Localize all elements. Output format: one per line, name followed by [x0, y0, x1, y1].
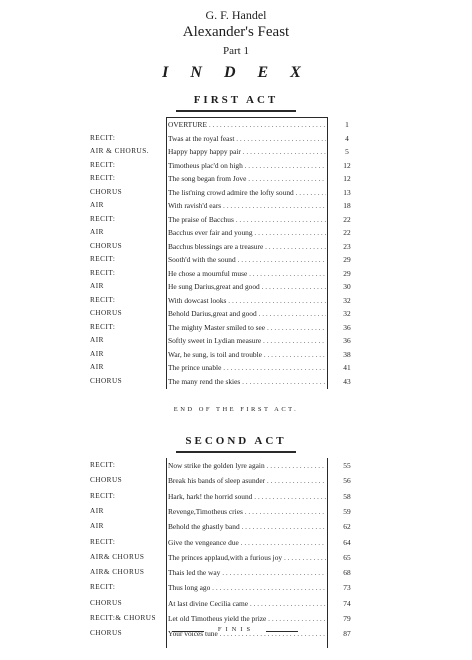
- index-entry: [0, 363, 472, 377]
- entry-title: He sung Darius,great and good . . .: [168, 282, 326, 291]
- index-entry: [0, 538, 472, 552]
- second-act-title: SECOND ACT: [185, 435, 287, 447]
- entry-title: With dowcast looks . . .: [168, 296, 326, 305]
- first-act-top-rule: [167, 117, 327, 118]
- entry-page: 22: [343, 228, 351, 237]
- entry-title: Timotheus plac'd on high . . .: [168, 161, 326, 170]
- entry-page: 74: [343, 598, 351, 608]
- entry-title: Let old Timotheus yield the prize . . .: [168, 614, 326, 623]
- index-entry: [0, 323, 472, 337]
- entry-title: At last divine Cecilia came . . .: [168, 599, 326, 608]
- entry-page: 22: [343, 214, 351, 224]
- entry-type: RECIT:: [90, 174, 116, 182]
- entry-title: Sooth'd with the sound . . .: [168, 255, 326, 264]
- entry-page: 62: [343, 522, 351, 532]
- entry-title: War, he sung, is toil and trouble . . .: [168, 350, 326, 359]
- entry-page: 4: [345, 133, 349, 143]
- entry-title: Happy happy happy pair . . .: [168, 147, 326, 156]
- entry-title: The praise of Bacchus . . .: [168, 215, 326, 224]
- index-entry: [0, 215, 472, 229]
- entry-page: 73: [343, 583, 351, 593]
- index-entry: [0, 507, 472, 521]
- entry-type: CHORUS: [90, 187, 123, 196]
- entry-title: Thus long ago . . .: [168, 583, 326, 592]
- entry-type: RECIT:: [90, 491, 116, 500]
- index-entry: [0, 161, 472, 175]
- entry-type: RECIT:: [90, 537, 116, 546]
- entry-type: RECIT:: [90, 133, 116, 142]
- entry-type: RECIT:: [90, 583, 116, 592]
- entry-page: 1: [345, 120, 349, 129]
- entry-type: RECIT:: [90, 214, 116, 223]
- index-entry: [0, 134, 472, 148]
- entry-title: The prince unable . . .: [168, 363, 326, 372]
- index-entry: [0, 296, 472, 310]
- entry-title: Break his bands of sleep asunder . . .: [168, 476, 326, 485]
- entry-page: 64: [343, 537, 351, 547]
- entry-page: 79: [343, 614, 351, 623]
- part-label: Part 1: [223, 45, 249, 57]
- entry-type: RECIT:: [90, 322, 116, 331]
- entry-page: 58: [343, 491, 351, 501]
- entry-page: 55: [343, 461, 351, 470]
- index-entry: [0, 282, 472, 296]
- entry-title: Thais led the way . . .: [168, 568, 326, 577]
- entry-title: Bacchus blessings are a treasure . . .: [168, 242, 326, 251]
- entry-title: Your voices tune . . .: [168, 629, 326, 638]
- index-entry: [0, 553, 472, 567]
- entry-page: 36: [343, 336, 351, 345]
- entry-title: The song began from Jove . . .: [168, 174, 326, 183]
- index-entry: [0, 522, 472, 536]
- entry-type: RECIT:: [90, 461, 116, 469]
- entry-page: 12: [343, 160, 351, 170]
- entry-type: RECIT:: [90, 255, 116, 263]
- entry-page: 36: [343, 322, 351, 332]
- entry-page: 43: [343, 376, 351, 386]
- entry-page: 65: [343, 552, 351, 562]
- index-entry: [0, 377, 472, 391]
- entry-type: AIR: [90, 522, 104, 531]
- entry-page: 13: [343, 187, 351, 197]
- index-title: I N D E X: [162, 64, 310, 81]
- entry-title: Bacchus ever fair and young . . .: [168, 228, 326, 237]
- first-act-end-text: END OF THE FIRST ACT.: [173, 406, 299, 413]
- index-entry: [0, 350, 472, 364]
- entry-type: AIR& CHORUS: [90, 568, 145, 577]
- index-entry: [0, 309, 472, 323]
- index-entry: [0, 188, 472, 202]
- entry-type: AIR: [90, 336, 104, 344]
- entry-title: The list'ning crowd admire the lofty sound . . .: [168, 188, 326, 197]
- index-entry: [0, 147, 472, 161]
- entry-type: AIR: [90, 349, 104, 358]
- entry-type: AIR: [90, 228, 104, 236]
- index-entry: [0, 476, 472, 490]
- entry-page: 41: [343, 363, 351, 372]
- entry-type: AIR: [90, 506, 104, 515]
- entry-type: AIR & CHORUS.: [90, 147, 150, 155]
- entry-type: RECIT:: [90, 268, 116, 277]
- entry-page: 87: [343, 629, 351, 639]
- index-entry: [0, 242, 472, 256]
- entry-page: 30: [343, 282, 351, 291]
- index-entry: [0, 583, 472, 597]
- entry-type: CHORUS: [90, 476, 123, 485]
- entry-type: RECIT:: [90, 295, 116, 304]
- index-entry: [0, 461, 472, 475]
- finis-left-rule: [172, 631, 204, 632]
- entry-page: 5: [345, 147, 349, 156]
- entry-type: RECIT:& CHORUS: [90, 614, 156, 622]
- entry-title: OVERTURE . . .: [168, 120, 326, 129]
- entry-page: 29: [343, 268, 351, 278]
- entry-page: 68: [343, 568, 351, 578]
- entry-title: The many rend the skies . . .: [168, 377, 326, 386]
- entry-page: 29: [343, 255, 351, 264]
- entry-title: Twas at the royal feast . . .: [168, 134, 326, 143]
- entry-page: 12: [343, 174, 351, 183]
- composer-name: G. F. Handel: [205, 8, 267, 22]
- entry-type: AIR: [90, 282, 104, 290]
- entry-title: Now strike the golden lyre again . . .: [168, 461, 326, 470]
- entry-page: 18: [343, 201, 351, 210]
- entry-title: He chose a mournful muse . . .: [168, 269, 326, 278]
- index-entry: [0, 336, 472, 350]
- entry-type: RECIT:: [90, 160, 116, 169]
- index-entry: [0, 568, 472, 582]
- entry-page: 32: [343, 295, 351, 305]
- entry-type: CHORUS: [90, 241, 123, 250]
- entry-page: 32: [343, 309, 351, 318]
- index-entry: [0, 255, 472, 269]
- entry-title: The princes applaud,with a furious joy . . .: [168, 553, 326, 562]
- entry-title: With ravish'd ears . . .: [168, 201, 326, 210]
- entry-page: 23: [343, 241, 351, 251]
- entry-title: Behold the ghastly band . . .: [168, 522, 326, 531]
- index-entry: [0, 201, 472, 215]
- index-entry: [0, 228, 472, 242]
- entry-page: 56: [343, 476, 351, 486]
- entry-title: Softly sweet in Lydian measure . . .: [168, 336, 326, 345]
- entry-title: The mighty Master smiled to see . . .: [168, 323, 326, 332]
- first-act-title: FIRST ACT: [193, 94, 279, 106]
- entry-title: Hark, hark! the horrid sound . . .: [168, 492, 326, 501]
- entry-page: 38: [343, 349, 351, 359]
- entry-title: Revenge,Timotheus cries . . .: [168, 507, 326, 516]
- entry-type: AIR: [90, 363, 104, 371]
- entry-type: CHORUS: [90, 598, 123, 607]
- first-act-rule: [176, 110, 296, 112]
- index-entry: [0, 492, 472, 506]
- index-entry: [0, 174, 472, 188]
- entry-type: AIR& CHORUS: [90, 552, 145, 561]
- finis-text: FINIS: [217, 626, 255, 633]
- index-entry: [0, 269, 472, 283]
- entry-title: Behold Darius,great and good . . .: [168, 309, 326, 318]
- entry-type: CHORUS: [90, 629, 123, 638]
- entry-type: CHORUS: [90, 376, 123, 385]
- entry-page: 59: [343, 506, 351, 516]
- second-act-rule: [176, 451, 296, 453]
- entry-type: CHORUS: [90, 309, 123, 317]
- entry-title: Give the vengeance due . . .: [168, 538, 326, 547]
- index-entry: [0, 120, 472, 134]
- work-title: Alexander's Feast: [182, 24, 290, 40]
- finis-right-rule: [266, 631, 298, 632]
- index-entry: [0, 599, 472, 613]
- entry-type: AIR: [90, 201, 104, 209]
